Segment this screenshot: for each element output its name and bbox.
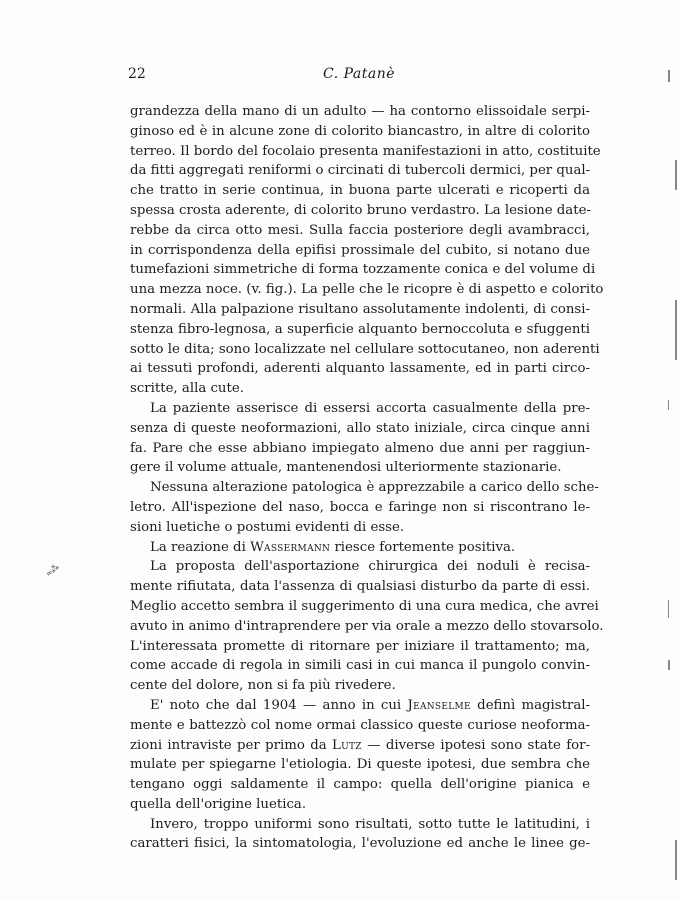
text-line: sotto le dita; sono localizzate nel cellulare sottocutaneo, non aderenti — [130, 341, 600, 357]
author-name: Wassermann — [250, 539, 331, 555]
scan-edge-mark — [675, 840, 677, 880]
text-line: letro. All'ispezione del naso, bocca e faringe non si riscontrano le- — [130, 499, 590, 515]
text-line: grandezza della mano di un adulto — ha contorno elissoidale serpi- — [130, 104, 590, 119]
text-line: fa. Pare che esse abbiano impiegato almeno due anni per raggiun- — [130, 440, 590, 456]
text-line: L'interessata promette di ritornare per iniziare il trattamento; ma, — [130, 638, 590, 654]
text-line: mente rifiutata, data l'assenza di qualsiasi disturbo da parte di essi. — [130, 579, 590, 595]
scan-edge-mark — [668, 600, 669, 618]
text-line: una mezza noce. (v. fig.). La pelle che le ricopre è di aspetto e colorito — [130, 282, 604, 298]
author-name: Lutz — [331, 737, 362, 753]
text-line: zioni intraviste per primo da Lutz — diverse ipotesi sono state for- — [130, 737, 590, 753]
scan-edge-mark — [668, 70, 670, 82]
text-line: che tratto in serie continua, in buona parte ulcerati e ricoperti da — [130, 183, 590, 199]
text-line: quella dell'origine luetica. — [130, 796, 307, 812]
text-line: da fitti aggregati reniformi o circinati di tubercoli dermici, per qual- — [130, 163, 591, 179]
body-text — [130, 102, 604, 854]
scan-edge-mark — [675, 300, 677, 360]
text-line: ai tessuti profondi, aderenti alquanto lassamente, ed in parti circo- — [130, 361, 590, 377]
text-line: Invero, troppo uniformi sono risultati, sotto tutte le latitudini, i — [150, 816, 590, 832]
page-number: 22 — [128, 66, 146, 82]
page-header — [128, 66, 590, 86]
text-line: La proposta dell'asportazione chirurgica dei noduli è recisa- — [150, 559, 590, 575]
text-line: Meglio accetto sembra il suggerimento di una cura medica, che avrei — [130, 598, 599, 614]
text-line: tengano oggi saldamente il campo: quella dell'origine pianica e — [130, 777, 590, 793]
text-line: E' noto che dal 1904 — anno in cui Jeanselme definì magistral- — [150, 697, 590, 713]
text-line: caratteri fisici, la sintomatologia, l'evoluzione ed anche le linee ge- — [130, 836, 590, 852]
author-name: Jeanselme — [407, 697, 471, 713]
scan-edge-mark — [675, 160, 677, 190]
text-line: terreo. Il bordo del focolaio presenta manifestazioni in atto, costituite — [130, 143, 601, 159]
text-line: cente del dolore, non si fa più rivedere. — [130, 678, 396, 694]
text-line: come accade di regola in simili casi in cui manca il pungolo convin- — [130, 658, 590, 674]
text-line: La reazione di Wassermann riesce fortemente positiva. — [150, 539, 516, 555]
text-line: mulate per spiegarne l'etiologia. Di queste ipotesi, due sembra che — [130, 757, 590, 773]
text-line: in corrispondenza della epifisi prossimale del cubito, si notano due — [130, 242, 590, 258]
text-line: normali. Alla palpazione risultano assolutamente indolenti, di consi- — [130, 301, 590, 317]
text-line: tumefazioni simmetriche di forma tozzamente conica e del volume di — [130, 262, 596, 278]
running-head: C. Patanè — [322, 66, 396, 82]
text-line: avuto in animo d'intraprendere per via orale a mezzo dello stovarsolo. — [130, 618, 604, 634]
text-line: spessa crosta aderente, di colorito bruno verdastro. La lesione date- — [130, 202, 591, 218]
text-line: ginoso ed è in alcune zone di colorito biancastro, in altre di colorito — [130, 123, 590, 139]
text-line: scritte, alla cute. — [130, 381, 244, 397]
text-line: senza di queste neoformazioni, allo stato iniziale, circa cinque anni — [130, 420, 590, 436]
text-line: gere il volume attuale, mantenendosi ulteriormente stazionarie. — [130, 460, 562, 476]
text-line: rebbe da circa otto mesi. Sulla faccia posteriore degli avambracci, — [130, 222, 590, 238]
scan-edge-mark — [668, 400, 669, 410]
text-line: Nessuna alterazione patologica è apprezzabile a carico dello sche- — [150, 480, 599, 496]
margin-annotation: ≈⁂ — [44, 562, 62, 580]
scan-edge-mark — [668, 660, 670, 670]
text-line: stenza fibro-legnosa, a superficie alquanto bernoccoluta e sfuggenti — [130, 321, 590, 337]
text-line: La paziente asserisce di essersi accorta casualmente della pre- — [150, 400, 590, 416]
text-line: mente e battezzò col nome ormai classico queste curiose neoforma- — [130, 717, 590, 733]
text-line: sioni luetiche o postumi evidenti di esse. — [130, 519, 405, 535]
